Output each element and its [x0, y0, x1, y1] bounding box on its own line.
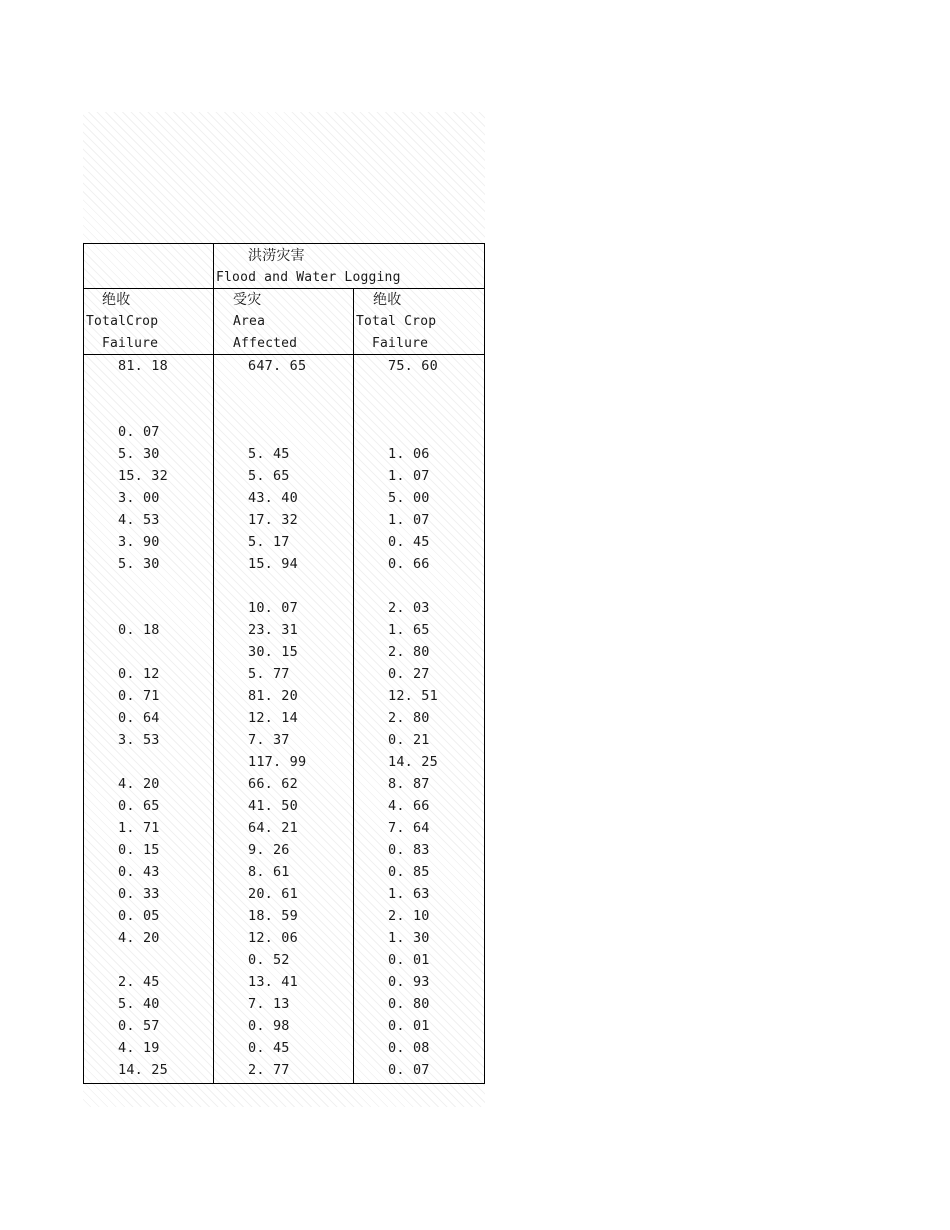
table-row: [83, 839, 485, 861]
table-cell: 0. 93: [388, 974, 430, 990]
table-row: [83, 553, 485, 575]
table-cell: 0. 01: [388, 952, 430, 968]
table-cell: 0. 66: [388, 556, 430, 572]
table-row: [83, 1015, 485, 1037]
table-cell: 1. 06: [388, 446, 430, 462]
table-cell: 75. 60: [388, 358, 438, 374]
table-row: [83, 993, 485, 1015]
table-cell: 64. 21: [248, 820, 298, 836]
group-title-en: Flood and Water Logging: [216, 270, 401, 285]
table-row: [83, 685, 485, 707]
table-row: [83, 1037, 485, 1059]
table-row: [83, 949, 485, 971]
table-row: [83, 619, 485, 641]
col2-header-en1: Area: [233, 314, 266, 329]
table-cell: 0. 07: [388, 1062, 430, 1078]
table-cell: 117. 99: [248, 754, 307, 770]
table-cell: 10. 07: [248, 600, 298, 616]
table-cell: 66. 62: [248, 776, 298, 792]
table-cell: 1. 30: [388, 930, 430, 946]
table-cell: 0. 45: [248, 1040, 290, 1056]
table-cell: 2. 03: [388, 600, 430, 616]
table-cell: 15. 94: [248, 556, 298, 572]
table-row: [83, 509, 485, 531]
col2-header-cn: 受灾: [233, 292, 262, 308]
table-cell: 0. 52: [248, 952, 290, 968]
table-cell: 14. 25: [388, 754, 438, 770]
data-table: [83, 243, 485, 1084]
table-cell: 0. 12: [118, 666, 160, 682]
table-cell: 2. 10: [388, 908, 430, 924]
table-row: [83, 487, 485, 509]
table-cell: 23. 31: [248, 622, 298, 638]
table-row: [83, 597, 485, 619]
table-cell: 0. 98: [248, 1018, 290, 1034]
table-cell: 3. 00: [118, 490, 160, 506]
table-cell: 0. 33: [118, 886, 160, 902]
table-cell: 5. 65: [248, 468, 290, 484]
table-row: [83, 465, 485, 487]
table-row: [83, 817, 485, 839]
table-cell: 647. 65: [248, 358, 307, 374]
table-cell: 18. 59: [248, 908, 298, 924]
group-title-cn: 洪涝灾害: [248, 248, 305, 264]
table-cell: 12. 06: [248, 930, 298, 946]
table-cell: 0. 45: [388, 534, 430, 550]
table-cell: 0. 85: [388, 864, 430, 880]
table-row: [83, 883, 485, 905]
table-cell: 0. 01: [388, 1018, 430, 1034]
table-row: [83, 905, 485, 927]
table-cell: 1. 07: [388, 512, 430, 528]
table-cell: 0. 80: [388, 996, 430, 1012]
table-cell: 1. 65: [388, 622, 430, 638]
table-cell: 0. 27: [388, 666, 430, 682]
table-cell: 0. 64: [118, 710, 160, 726]
table-cell: 4. 20: [118, 776, 160, 792]
table-row: [83, 355, 485, 377]
table-cell: 5. 30: [118, 556, 160, 572]
table-row: [83, 751, 485, 773]
table-cell: 0. 57: [118, 1018, 160, 1034]
table-cell: 7. 37: [248, 732, 290, 748]
table-cell: 20. 61: [248, 886, 298, 902]
table-cell: 0. 43: [118, 864, 160, 880]
table-cell: 8. 87: [388, 776, 430, 792]
table-row: [83, 861, 485, 883]
table-cell: 30. 15: [248, 644, 298, 660]
table-row: [83, 641, 485, 663]
col3-header-en1: Total Crop: [356, 314, 437, 329]
table-cell: 1. 71: [118, 820, 160, 836]
table-cell: 41. 50: [248, 798, 298, 814]
table-cell: 5. 17: [248, 534, 290, 550]
col3-header-cn: 绝收: [373, 292, 402, 308]
table-cell: 5. 40: [118, 996, 160, 1012]
table-cell: 0. 05: [118, 908, 160, 924]
table-cell: 13. 41: [248, 974, 298, 990]
table-row: [83, 575, 485, 597]
col2-header-en2: Affected: [233, 336, 298, 351]
table-cell: 12. 14: [248, 710, 298, 726]
table-cell: 9. 26: [248, 842, 290, 858]
table-cell: 5. 00: [388, 490, 430, 506]
table-cell: 2. 80: [388, 710, 430, 726]
table-cell: 14. 25: [118, 1062, 168, 1078]
col3-header-en2: Failure: [372, 336, 429, 351]
table-row: [83, 707, 485, 729]
table-cell: 0. 21: [388, 732, 430, 748]
table-cell: 5. 45: [248, 446, 290, 462]
table-cell: 7. 13: [248, 996, 290, 1012]
table-cell: 17. 32: [248, 512, 298, 528]
col1-header-cn: 绝收: [102, 292, 131, 308]
table-row: [83, 773, 485, 795]
table-cell: 0. 07: [118, 424, 160, 440]
table-cell: 3. 53: [118, 732, 160, 748]
table-cell: 1. 63: [388, 886, 430, 902]
table-row: [83, 377, 485, 399]
table-cell: 81. 18: [118, 358, 168, 374]
table-row: [83, 1059, 485, 1081]
table-cell: 81. 20: [248, 688, 298, 704]
table-cell: 2. 45: [118, 974, 160, 990]
table-cell: 2. 80: [388, 644, 430, 660]
table-cell: 0. 83: [388, 842, 430, 858]
table-cell: 12. 51: [388, 688, 438, 704]
table-cell: 8. 61: [248, 864, 290, 880]
table-cell: 0. 15: [118, 842, 160, 858]
table-cell: 0. 65: [118, 798, 160, 814]
table-cell: 2. 77: [248, 1062, 290, 1078]
table-row: [83, 663, 485, 685]
table-cell: 4. 20: [118, 930, 160, 946]
table-row: [83, 443, 485, 465]
table-row: [83, 795, 485, 817]
table-cell: 5. 30: [118, 446, 160, 462]
table-row: [83, 421, 485, 443]
table-row: [83, 927, 485, 949]
table-cell: 1. 07: [388, 468, 430, 484]
table-cell: 4. 19: [118, 1040, 160, 1056]
table-row: [83, 399, 485, 421]
table-cell: 4. 66: [388, 798, 430, 814]
table-cell: 0. 08: [388, 1040, 430, 1056]
table-cell: 4. 53: [118, 512, 160, 528]
table-cell: 5. 77: [248, 666, 290, 682]
table-cell: 0. 71: [118, 688, 160, 704]
table-cell: 43. 40: [248, 490, 298, 506]
col1-header-en1: TotalCrop: [86, 314, 159, 329]
table-row: [83, 531, 485, 553]
table-row: [83, 729, 485, 751]
table-cell: 7. 64: [388, 820, 430, 836]
col1-header-en2: Failure: [102, 336, 159, 351]
table-cell: 0. 18: [118, 622, 160, 638]
table-row: [83, 971, 485, 993]
table-cell: 3. 90: [118, 534, 160, 550]
table-cell: 15. 32: [118, 468, 168, 484]
